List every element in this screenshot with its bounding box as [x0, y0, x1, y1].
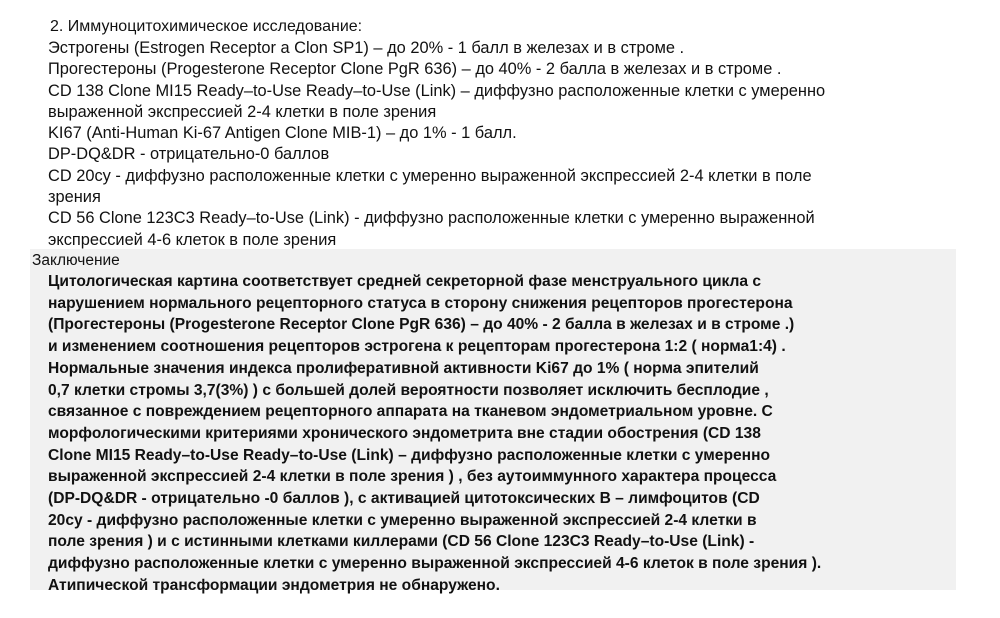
- conclusion-line: Атипической трансформации эндометрия не обнаружено.: [48, 576, 500, 594]
- ihc-results-list: [48, 38, 948, 251]
- conclusion-line: выраженной экспрессией 2-4 клетки в поле зрения ) , без аутоиммунного характера процесса: [48, 468, 777, 486]
- conclusion-line: связанное с повреждением рецепторного аппарата на тканевом эндометриальном уровне. С: [48, 403, 773, 421]
- conclusion-line: (Прогестероны (Progesterone Receptor Clone PgR 636) – до 40% - 2 балла в железах и в строме .): [48, 316, 795, 334]
- ihc-section-title: 2. Иммуноцитохимическое исследование:: [50, 18, 363, 35]
- ihc-line-estrogen: Эстрогены (Estrogen Receptor a Clon SP1) – до 20% - 1 балл в железах и в строме .: [48, 39, 685, 57]
- conclusion-line: поле зрения ) и с истинными клетками киллерами (CD 56 Clone 123C3 Ready–to-Use (Link) -: [48, 533, 755, 551]
- ihc-line-cd138: CD 138 Clone MI15 Ready–to-Use Ready–to-Use (Link) – диффузно расположенные клетки с умеренно: [48, 81, 826, 100]
- ihc-line-progesterone: Прогестероны (Progesterone Receptor Clone PgR 636) – до 40% - 2 балла в железах и в строме .: [48, 60, 782, 79]
- conclusion-line: 0,7 клетки стромы 3,7(3%) ) с большей долей вероятности позволяет исключить бесплодие ,: [48, 381, 769, 399]
- conclusion-line: и изменением соотношения рецепторов эстрогена к рецепторам прогестерона 1:2 ( норма1:4) .: [48, 338, 786, 356]
- conclusion-line: Clone MI15 Ready–to-Use Ready–to-Use (Link) – диффузно расположенные клетки с умеренно: [48, 446, 771, 464]
- ihc-line-ki67: KI67 (Anti-Human Ki-67 Antigen Clone MIB-1) – до 1% - 1 балл.: [48, 124, 517, 143]
- ihc-line-cd20-cont: зрения: [48, 188, 101, 207]
- ihc-line-cd56: CD 56 Clone 123C3 Ready–to-Use (Link) - диффузно расположенные клетки с умеренно выраженной: [48, 209, 815, 228]
- conclusion-line: диффузно расположенные клетки с умеренно выраженной экспрессией 4-6 клеток в поле зрения ).: [48, 555, 822, 573]
- conclusion-heading: Заключение: [32, 252, 120, 269]
- conclusion-line: Цитологическая картина соответствует средней секреторной фазе менструального цикла с: [48, 273, 762, 290]
- conclusion-line: (DP-DQ&DR - отрицательно -0 баллов ), с активацией цитотоксических В – лимфоцитов (CD: [48, 490, 760, 508]
- ihc-line-cd138-cont: выраженной экспрессией 2-4 клетки в поле зрения: [48, 102, 437, 121]
- conclusion-line: 20cy - диффузно расположенные клетки с умеренно выраженной экспрессией 2-4 клетки в: [48, 511, 757, 529]
- conclusion-body: [48, 271, 953, 597]
- ihc-line-cd56-cont: экспрессией 4-6 клеток в поле зрения: [48, 230, 337, 249]
- ihc-line-dp-dq-dr: DP-DQ&DR - отрицательно-0 баллов: [48, 145, 330, 164]
- conclusion-block: [30, 249, 956, 594]
- conclusion-line: Нормальные значения индекса пролиферативной активности Ki67 до 1% ( норма эпителий: [48, 359, 759, 377]
- conclusion-line: нарушением нормального рецепторного статуса в сторону снижения рецепторов прогестерона: [48, 294, 793, 312]
- ihc-line-cd20: CD 20cy - диффузно расположенные клетки с умеренно выраженной экспрессией 2-4 клетки в поле: [48, 166, 812, 185]
- conclusion-line: морфологическими критериями хронического эндометрита вне стадии обострения (CD 138: [48, 424, 761, 442]
